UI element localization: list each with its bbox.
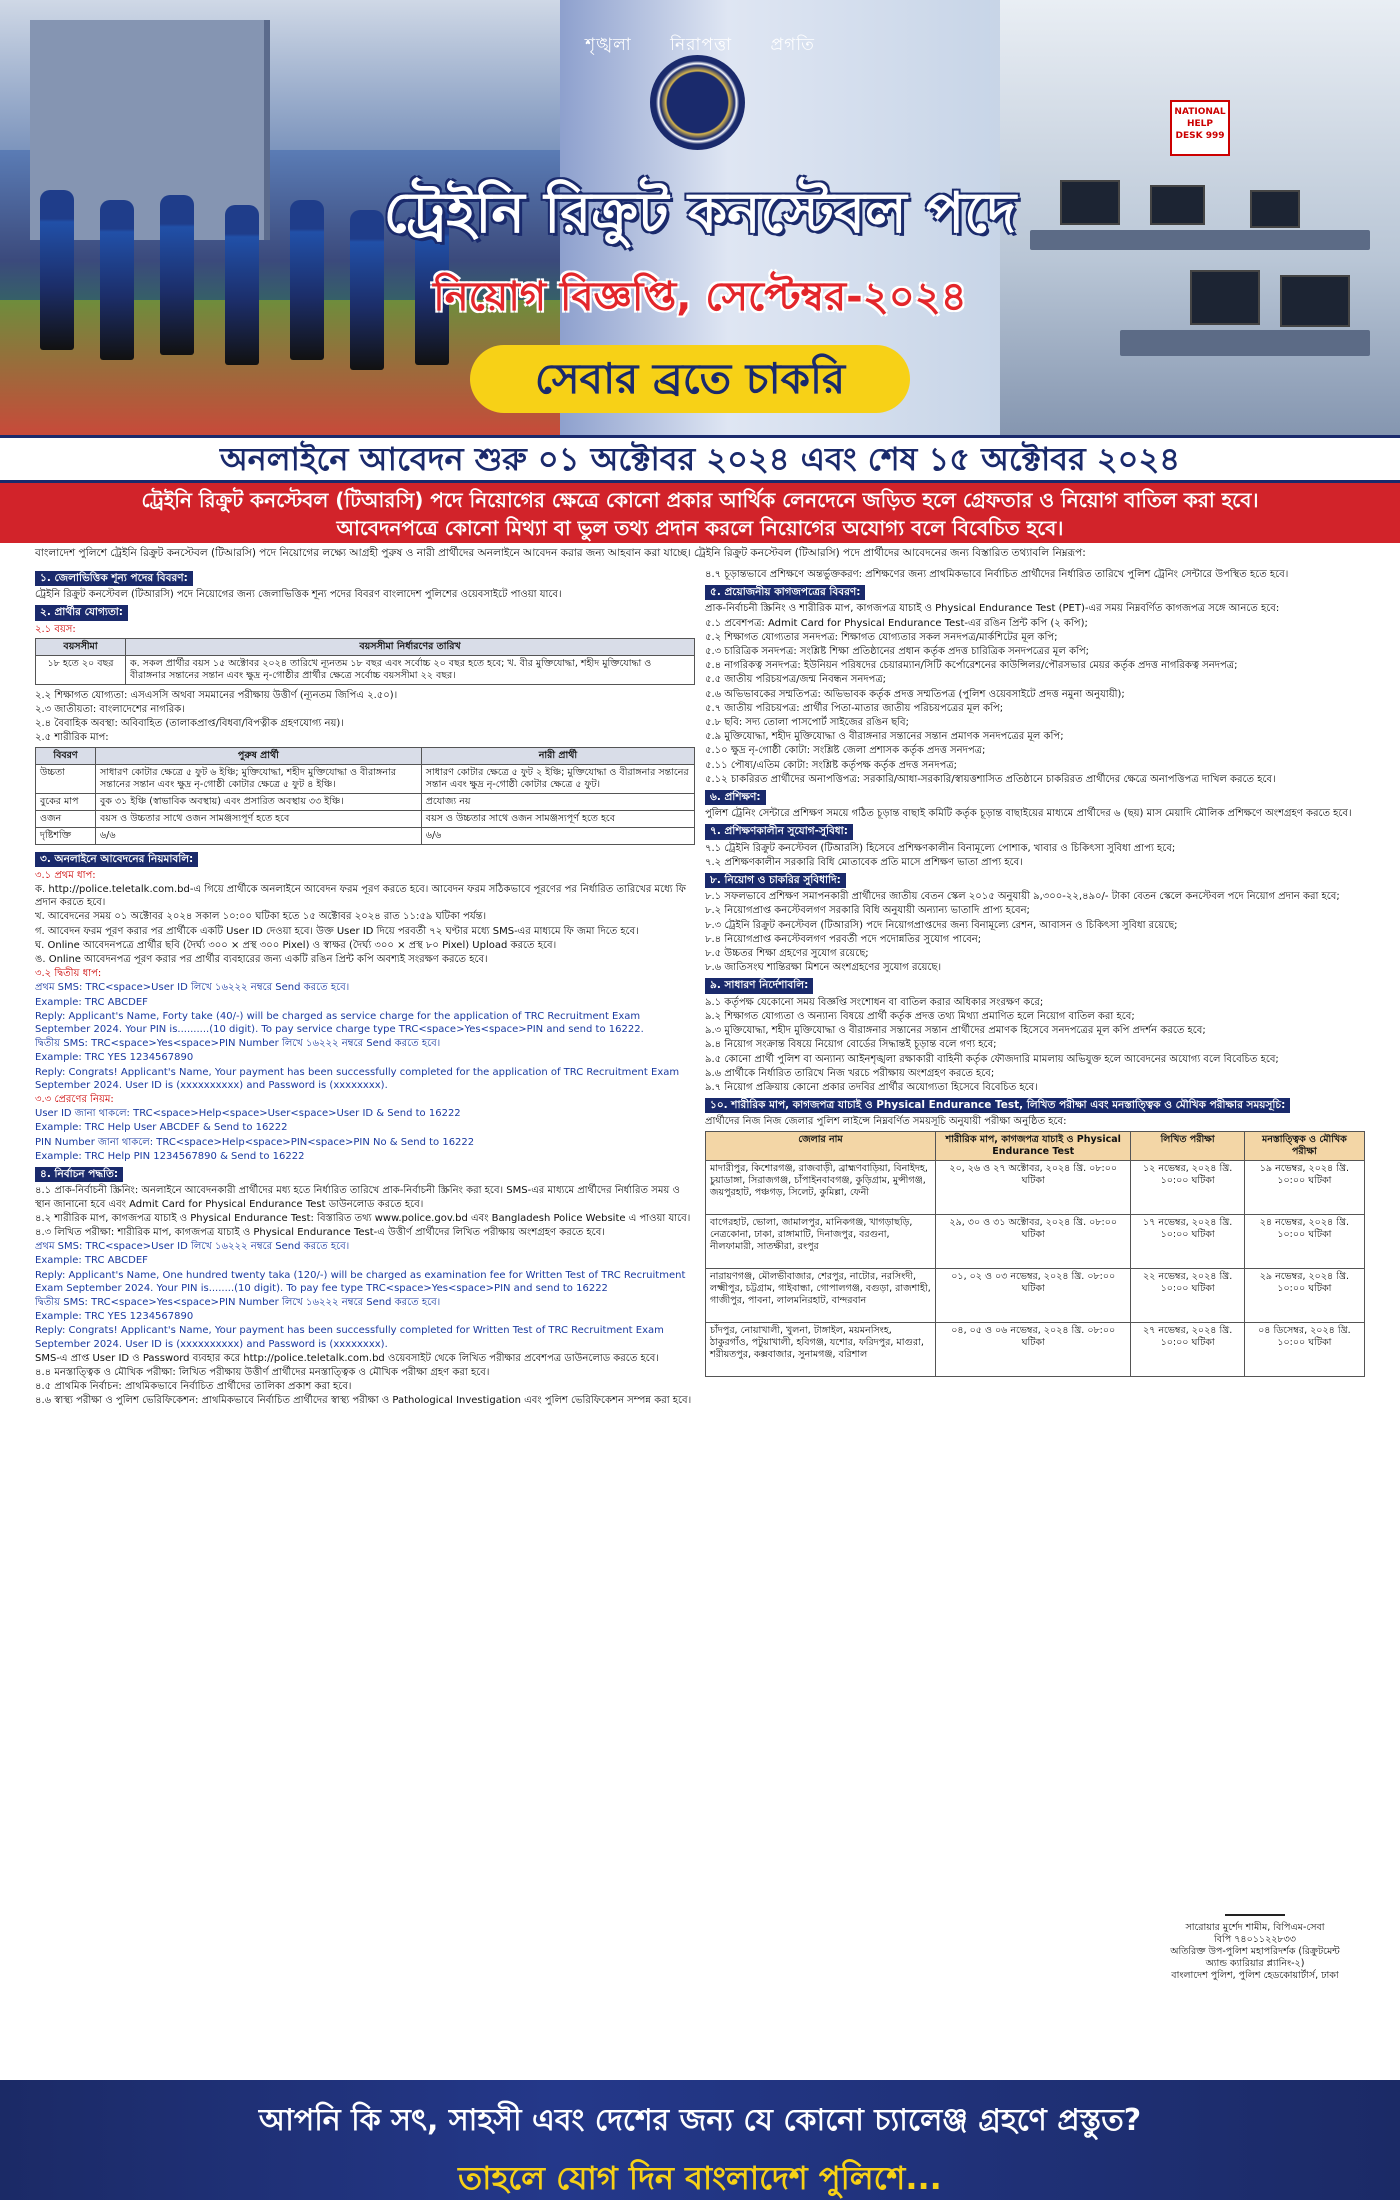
table-cell: দৃষ্টিশক্তি — [36, 827, 96, 844]
list-item: ৫.১০ ক্ষুদ্র নৃ-গোষ্ঠী কোটা: সংশ্লিষ্ট জেলা প্রশাসক কর্তৃক প্রদত্ত সনদপত্র; — [705, 745, 986, 757]
table-header: জেলার নাম — [706, 1131, 936, 1160]
list-item: User ID জানা থাকলে: TRC<space>Help<space>User<space>User ID & Send to 16222 — [35, 1108, 461, 1120]
table-cell: ক. সকল প্রার্থীর বয়স ১৫ অক্টোবর ২০২৪ তারিখে ন্যূনতম ১৮ বছর এবং সর্বোচ্চ ২০ বছর হতে হবে; খ. বীর মুক্তিযোদ্ধা, শহীদ মুক্তিযোদ্ধা ও বীরাঙ্গনার সন্তানের সন্তান এবং ক্ষুদ্র নৃ-গোষ্ঠীর প্রার্থীর ক্ষেত্রে সর্বোচ্চ বয়সসীমা ২২ বছর। — [126, 655, 695, 684]
list-item: Reply: Applicant's Name, Forty take (40/-) will be charged as service charge for the application of TRC Recruitment Exam September 2024. Your PIN is..........(10 digit). To pay service charge type TRC<space>Yes<space>PIN and send to 16222. — [35, 1010, 644, 1036]
table-cell: নারায়ণগঞ্জ, মৌলভীবাজার, শেরপুর, নাটোর, নরসিংদী, লক্ষ্মীপুর, চট্টগ্রাম, গাইবান্ধা, গোপালগঞ্জ, বগুড়া, রাজশাহী, গাজীপুর, পাবনা, লালমনিরহাট, বান্দরবান — [706, 1268, 936, 1322]
signature-icon — [1225, 1880, 1285, 1916]
footer-banner — [0, 2080, 1400, 2200]
signatory-name: সারোয়ার মুর্শেদ শামীম, বিপিএম-সেবা — [1185, 1922, 1325, 1933]
table-cell: মাদারীপুর, কিশোরগঞ্জ, রাজবাড়ী, ব্রাহ্মণবাড়িয়া, বিনাইদহ, চুয়াডাঙ্গা, সিরাজগঞ্জ, চাঁপাইনবাবগঞ্জ, কুড়িগ্রাম, মুন্সীগঞ্জ, জয়পুরহাট, পঞ্চগড়, সিলেট, কুমিল্লা, ফেনী — [706, 1160, 936, 1214]
list-item: PIN Number জানা থাকলে: TRC<space>Help<space>PIN<space>PIN No & Send to 16222 — [35, 1136, 475, 1148]
table-cell: বাগেরহাট, ভোলা, জামালপুর, মানিকগঞ্জ, খাগড়াছড়ি, নেত্রকোনা, ঢাকা, রাঙ্গামাটি, দিনাজপুর, বরগুনা, নীলফামারী, সাতক্ষীরা, রংপুর — [706, 1214, 936, 1268]
age-table — [35, 638, 695, 685]
table-cell: উচ্চতা — [36, 764, 96, 793]
left-column — [35, 568, 695, 2076]
table-row — [36, 827, 695, 844]
section-title: ২. প্রার্থীর যোগ্যতা: — [35, 605, 128, 620]
table-cell: ২৯, ৩০ ও ৩১ অক্টোবর, ২০২৪ খ্রি. ০৮:০০ ঘটিকা — [936, 1214, 1131, 1268]
list-item: ৫.৮ ছবি: সদ্য তোলা পাসপোর্ট সাইজের রঙিন ছবি; — [705, 717, 909, 729]
list-item: Example: TRC Help User ABCDEF & Send to 16222 — [35, 1122, 288, 1134]
list-item: Reply: Congrats! Applicant's Name, Your payment has been successfully completed for Written Test of TRC Recruitment Exam September 2024. User ID is (xxxxxxxxxx) and Password is (xxxxxxxx). — [35, 1325, 664, 1350]
list-item: ৯.৬ প্রার্থীকে নির্ধারিত তারিখে নিজ খরচে পরীক্ষায় অংশগ্রহণ করতে হবে; — [705, 1067, 995, 1079]
table-header: নারী প্রার্থী — [421, 747, 694, 764]
section-subtitle: ২.১ বয়স: — [35, 623, 76, 635]
list-item: ৮.২ নিয়োগপ্রাপ্ত কনস্টেবলগণ সরকারি বিধি অনুযায়ী অন্যান্য ভাতাদি প্রাপ্য হবেন; — [705, 905, 1030, 917]
table-row — [706, 1160, 1365, 1214]
table-cell: ওজন — [36, 810, 96, 827]
table-header: বয়সসীমা — [36, 638, 126, 655]
section-title: ৬. প্রশিক্ষণ: — [705, 790, 766, 805]
table-cell: ২৯ নভেম্বর, ২০২৪ খ্রি. ১০:০০ ঘটিকা — [1244, 1268, 1364, 1322]
table-header: পুরুষ প্রার্থী — [96, 747, 422, 764]
table-header: শারীরিক মাপ, কাগজপত্র যাচাই ও Physical Endurance Test — [936, 1131, 1131, 1160]
list-item: ৫.৪ নাগরিকত্ব সনদপত্র: ইউনিয়ন পরিষদের চেয়ারম্যান/সিটি কর্পোরেশনের কাউন্সিলর/পৌরসভার মেয়র কর্তৃক প্রদত্ত নাগরিকত্ব সনদপত্র; — [705, 660, 1238, 672]
list-item: গ. আবেদন ফরম পূরণ করার পর প্রার্থীকে একটি User ID দেওয়া হবে। উক্ত User ID দিয়ে পরবর্তী ৭২ ঘণ্টার মধ্যে SMS-এর মাধ্যমে ফি জমা দিতে হবে। — [35, 925, 639, 937]
tagline-security: নিরাপত্তা — [670, 35, 733, 55]
signature-block — [1160, 1880, 1350, 1982]
exam-schedule-table — [705, 1131, 1365, 1377]
list-item: প্রাক-নির্বাচনী স্ক্রিনিং ও শারীরিক মাপ, কাগজপত্র যাচাই ও Physical Endurance Test (PET)-এর সময় নিম্নবর্ণিত কাগজপত্র সঙ্গে আনতে হবে: — [705, 603, 1280, 615]
list-item: ৫.৭ জাতীয় পরিচয়পত্র: প্রার্থীর পিতা-মাতার জাতীয় পরিচয়পত্রের মূল কপি; — [705, 702, 1004, 714]
tagline-discipline: শৃঙ্খলা — [585, 35, 632, 55]
list-item: Example: TRC ABCDEF — [35, 1255, 148, 1267]
table-cell: ২০, ২৬ ও ২৭ অক্টোবর, ২০২৪ খ্রি. ০৮:০০ ঘটিকা — [936, 1160, 1131, 1214]
slogan-badge: সেবার ব্রতে চাকরি — [470, 345, 910, 413]
table-cell: ১৯ নভেম্বর, ২০২৪ খ্রি. ১০:০০ ঘটিকা — [1244, 1160, 1364, 1214]
list-item: ৮.৫ উচ্চতর শিক্ষা গ্রহণের সুযোগ রয়েছে; — [705, 948, 869, 960]
table-cell: বয়স ও উচ্চতার সাথে ওজন সামঞ্জস্যপূর্ণ হতে হবে — [421, 810, 694, 827]
list-item: ৫.৬ অভিভাবকের সম্মতিপত্র: অভিভাবক কর্তৃক প্রদত্ত সম্মতিপত্র (পুলিশ ওয়েবসাইটে প্রদত্ত নমুনা অনুযায়ী); — [705, 688, 1125, 700]
list-item: Example: TRC YES 1234567890 — [35, 1052, 194, 1064]
list-item: ৮.৬ জাতিসংঘ শান্তিরক্ষা মিশনে অংশগ্রহণের সুযোগ রয়েছে। — [705, 962, 942, 974]
list-item: ৮.১ সফলভাবে প্রশিক্ষণ সমাপনকারী প্রার্থীদের জাতীয় বেতন স্কেল ২০১৫ অনুযায়ী ৯,৩০০-২২,৪৯০/- টাকা বেতন স্কেলে কনস্টেবল পদে নিয়োগ প্রদান করা হবে; — [705, 891, 1340, 903]
list-item: প্রথম SMS: TRC<space>User ID লিখে ১৬২২২ নম্বরে Send করতে হবে। — [35, 1241, 350, 1253]
list-item: ঙ. Online আবেদনপত্র পূরণ করার পর প্রার্থীর ব্যবহারের জন্য একটি রঙিন প্রিন্ট কপি অবশ্যই সংরক্ষণ করতে হবে। — [35, 954, 488, 966]
section-title: ১০. শারীরিক মাপ, কাগজপত্র যাচাই ও Physical Endurance Test, লিখিত পরীক্ষা এবং মনস্তাত্ত্বিক ও মৌখিক পরীক্ষার সময়সূচি: — [705, 1098, 1290, 1113]
list-item: ৩.৩ প্রেরণের নিয়ম: — [35, 1094, 114, 1106]
list-item: ৪.৪ মনস্তাত্ত্বিক ও মৌখিক পরীক্ষা: লিখিত পরীক্ষায় উত্তীর্ণ প্রার্থীদের মনস্তাত্ত্বিক ও মৌখিক পরীক্ষা গ্রহণ করা হবে। — [35, 1366, 490, 1378]
list-item: ৪.৫ প্রাথমিক নির্বাচন: প্রাথমিকভাবে নির্বাচিত প্রার্থীদের তালিকা প্রকাশ করা হবে। — [35, 1381, 352, 1393]
list-item: ঘ. Online আবেদনপত্রে প্রার্থীর ছবি (দৈর্ঘ্য ৩০০ × প্রস্থ ৩০০ Pixel) ও স্বাক্ষর (দৈর্ঘ্য ৩০০ × প্রস্থ ৮০ Pixel) Upload করতে হবে। — [35, 939, 557, 951]
signatory-designation: অতিরিক্ত উপ-পুলিশ মহাপরিদর্শক (রিক্রুটমেন্ট অ্যান্ড ক্যারিয়ার প্ল্যানিং-২) — [1170, 1946, 1340, 1969]
page-title: ট্রেইনি রিক্রুট কনস্টেবল পদে — [383, 181, 1017, 246]
section-text: পুলিশ ট্রেনিং সেন্টারে প্রশিক্ষণ সময়ে গঠিত চূড়ান্ত বাছাই কমিটি কর্তৃক চূড়ান্ত বাছাইয়ের মাধ্যমে প্রার্থীদের ৬ (ছয়) মাস মেয়াদি মৌলিক প্রশিক্ষণে অংশগ্রহণ করতে হবে। — [705, 808, 1352, 820]
list-item: ৯.৪ নিয়োগ সংক্রান্ত বিষয়ে নিয়োগ বোর্ডের সিদ্ধান্তই চূড়ান্ত বলে গণ্য হবে; — [705, 1039, 997, 1051]
tagline-progress: প্রগতি — [770, 35, 815, 55]
list-item: Example: TRC Help PIN 1234567890 & Send to 16222 — [35, 1150, 305, 1162]
right-column — [705, 568, 1365, 2076]
table-cell: ০৪ ডিসেম্বর, ২০২৪ খ্রি. ১০:০০ ঘটিকা — [1244, 1322, 1364, 1376]
list-item: ৫.১১ পৌষ্য/এতিম কোটা: সংশ্লিষ্ট কর্তৃপক্ষ কর্তৃক প্রদত্ত সনদপত্র; — [705, 759, 957, 771]
list-item: ৪.৩ লিখিত পরীক্ষা: শারীরিক মাপ, কাগজপত্র যাচাই ও Physical Endurance Test-এ উত্তীর্ণ প্রার্থীদের লিখিত পরীক্ষায় অংশগ্রহণ করতে হবে। — [35, 1226, 605, 1238]
list-item: ৭.১ ট্রেইনি রিক্রুট কনস্টেবল (টিআরসি) হিসেবে প্রশিক্ষণকালীন বিনামূল্যে পোশাক, খাবার ও চিকিৎসা সুবিধা প্রাপ্য হবে; — [705, 842, 1176, 854]
table-cell: ২২ নভেম্বর, ২০২৪ খ্রি. ১০:০০ ঘটিকা — [1131, 1268, 1244, 1322]
section-title: ৭. প্রশিক্ষণকালীন সুযোগ-সুবিধা: — [705, 824, 853, 839]
footer-call-to-action: তাহলে যোগ দিন বাংলাদেশ পুলিশে... — [458, 2159, 942, 2197]
list-item: ৮.৩ ট্রেইনি রিক্রুট কনস্টেবল (টিআরসি) পদে নিয়োগপ্রাপ্তদের জন্য বিনামূল্যে রেশন, আবাসন ও চিকিৎসা সুবিধা রয়েছে; — [705, 919, 1178, 931]
table-header: লিখিত পরীক্ষা — [1131, 1131, 1244, 1160]
list-item: ৪.২ শারীরিক মাপ, কাগজপত্র যাচাই ও Physical Endurance Test: বিস্তারিত তথ্য www.police.gov.bd এবং Bangladesh Police Website এ পাওয়া যাবে। — [35, 1212, 691, 1224]
table-row — [706, 1322, 1365, 1376]
physical-measure-table — [35, 747, 695, 845]
hero-banner — [0, 0, 1400, 435]
table-cell: ০৪, ০৫ ও ০৬ নভেম্বর, ২০২৪ খ্রি. ০৮:০০ ঘটিকা — [936, 1322, 1131, 1376]
table-row — [706, 1268, 1365, 1322]
section-title: ৪. নির্বাচন পদ্ধতি: — [35, 1167, 123, 1182]
table-header: বিবরণ — [36, 747, 96, 764]
table-cell: ০১, ০২ ও ০৩ নভেম্বর, ২০২৪ খ্রি. ০৮:০০ ঘটিকা — [936, 1268, 1131, 1322]
list-item: SMS-এ প্রাপ্ত User ID ও Password ব্যবহার করে http://police.teletalk.com.bd ওয়েবসাইট থেকে লিখিত পরীক্ষার প্রবেশপত্র ডাউনলোড করতে হবে। — [35, 1352, 659, 1364]
signatory-office: বাংলাদেশ পুলিশ, পুলিশ হেডকোয়ার্টার্স, ঢাকা — [1171, 1970, 1339, 1981]
police-emblem-icon — [650, 55, 745, 150]
list-item: ৯.২ শিক্ষাগত যোগ্যতা ও অন্যান্য বিষয়ে প্রার্থী কর্তৃক প্রদত্ত তথ্য মিথ্যা প্রমাণিত হলে নিয়োগ বাতিল করা হবে; — [705, 1010, 1135, 1022]
list-item: খ. আবেদনের সময় ০১ অক্টোবর ২০২৪ সকাল ১০:০০ ঘটিকা হতে ১৫ অক্টোবর ২০২৪ রাত ১১:৫৯ ঘটিকা পর্যন্ত। — [35, 911, 487, 923]
table-cell: বুকের মাপ — [36, 793, 96, 810]
list-item: ক. http://police.teletalk.com.bd-এ গিয়ে প্রার্থীকে অনলাইনে আবেদন ফরম পূরণ করতে হবে। আবেদন ফরম সঠিকভাবে পূরণের পর নির্ধারিত তারিখের মধ্যে ফি প্রদান করতে হবে। — [35, 884, 686, 909]
section-text: ট্রেইনি রিক্রুট কনস্টেবল (টিআরসি) পদে নিয়োগের জন্য জেলাভিত্তিক শূন্য পদের বিবরণ বাংলাদেশ পুলিশের ওয়েবসাইটে পাওয়া যাবে। — [35, 589, 562, 601]
signatory-id: বিপি ৭৪০১১২২৮৩৩ — [1214, 1934, 1296, 1945]
page-subtitle: নিয়োগ বিজ্ঞপ্তি, সেপ্টেম্বর-২০২৪ — [433, 274, 967, 320]
table-cell: ১৮ হতে ২০ বছর — [36, 655, 126, 684]
table-cell: বয়স ও উচ্চতার সাথে ওজন সামঞ্জস্যপূর্ণ হতে হবে — [96, 810, 422, 827]
list-item: ২.২ শিক্ষাগত যোগ্যতা: এসএসসি অথবা সমমানের পরীক্ষায় উত্তীর্ণ (ন্যূনতম জিপিএ ২.৫০)। — [35, 689, 398, 701]
list-item: ৯.১ কর্তৃপক্ষ যেকোনো সময় বিজ্ঞপ্তি সংশোধন বা বাতিল করার অধিকার সংরক্ষণ করে; — [705, 996, 1044, 1008]
list-item: ৫.২ শিক্ষাগত যোগ্যতার সনদপত্র: শিক্ষাগত যোগ্যতার সকল সনদপত্র/মার্কশিটের মূল কপি; — [705, 631, 1058, 643]
list-item: ৫.৫ জাতীয় পরিচয়পত্র/জন্ম নিবন্ধন সনদপত্র; — [705, 674, 887, 686]
list-item: ৩.১ প্রথম ধাপ: — [35, 869, 96, 881]
list-item: ৯.৩ মুক্তিযোদ্ধা, শহীদ মুক্তিযোদ্ধা ও বীরাঙ্গনার সন্তানের সন্তান প্রার্থীদের প্রমাণক হিসেবে সনদপত্রের মূল কপি প্রদর্শন করতে হবে; — [705, 1025, 1206, 1037]
list-item: Reply: Applicant's Name, One hundred twenty taka (120/-) will be charged as examination fee for Written Test of TRC Recruitment Exam September 2024. Your PIN is........(10 digit). To pay fee type TRC<space>Yes<space>PIN and send to 16222 — [35, 1269, 686, 1294]
list-item: ৩.২ দ্বিতীয় ধাপ: — [35, 968, 102, 980]
table-cell: সাধারণ কোটার ক্ষেত্রে ৫ ফুট ৬ ইঞ্চি; মুক্তিযোদ্ধা, শহীদ মুক্তিযোদ্ধা ও বীরাঙ্গনার সন্তানের সন্তান এবং ক্ষুদ্র নৃ-গোষ্ঠী কোটার ক্ষেত্রে ৫ ফুট ৪ ইঞ্চি। — [96, 764, 422, 793]
list-item: ২.৫ শারীরিক মাপ: — [35, 732, 109, 744]
list-item: ২.৪ বৈবাহিক অবস্থা: অবিবাহিত (তালাকপ্রাপ্ত/বিধবা/বিপত্নীক গ্রহণযোগ্য নয়)। — [35, 718, 344, 730]
list-item: ৪.৭ চূড়ান্তভাবে প্রশিক্ষণে অন্তর্ভুক্তকরণ: প্রশিক্ষণের জন্য প্রাথমিকভাবে নির্বাচিত প্রার্থীদের নির্ধারিত তারিখে পুলিশ ট্রেনিং সেন্টারে উপস্থিত হতে হবে। — [705, 569, 1289, 580]
intro-text: বাংলাদেশ পুলিশে ট্রেইনি রিক্রুট কনস্টেবল (টিআরসি) পদে নিয়োগের লক্ষ্যে আগ্রহী পুরুষ ও নারী প্রার্থীদের অনলাইনে আবেদন করার জন্য আহবান করা যাচ্ছে। ট্রেইনি রিক্রুট কনস্টেবল (টিআরসি) পদে প্রার্থীদের আবেদনের জন্য বিস্তারিত তথ্যাবলি নিম্নরূপ: — [35, 547, 1086, 559]
list-item: ৪.৬ স্বাস্থ্য পরীক্ষা ও পুলিশ ভেরিফিকেশন: প্রাথমিকভাবে নির্বাচিত প্রার্থীদের স্বাস্থ্য পরীক্ষা ও Pathological Investigation এবং পুলিশ ভেরিফিকেশন সম্পন্ন করা হবে। — [35, 1395, 692, 1407]
list-item: ৫.৯ মুক্তিযোদ্ধা, শহীদ মুক্তিযোদ্ধা ও বীরাঙ্গনার সন্তানের সন্তান প্রমাণক সনদপত্রের মূল কপি; — [705, 731, 1064, 743]
table-header: বয়সসীমা নির্ধারণের তারিখ — [126, 638, 695, 655]
table-row — [36, 793, 695, 810]
table-cell: ৬/৬ — [96, 827, 422, 844]
section-title: ৮. নিয়োগ ও চাকরির সুবিধাদি: — [705, 873, 846, 888]
table-cell: ২৭ নভেম্বর, ২০২৪ খ্রি. ১০:০০ ঘটিকা — [1131, 1322, 1244, 1376]
list-item: Example: TRC YES 1234567890 — [35, 1311, 194, 1323]
warning-line-2: আবেদনপত্রে কোনো মিথ্যা বা ভুল তথ্য প্রদান করলে নিয়োগের অযোগ্য বলে বিবেচিত হবে। — [336, 516, 1064, 540]
list-item: ৮.৪ নিয়োগপ্রাপ্ত কনস্টেবলগণ পরবর্তী পদে পদোন্নতির সুযোগ পাবেন; — [705, 933, 982, 945]
list-item: ২.৩ জাতীয়তা: বাংলাদেশের নাগরিক। — [35, 704, 185, 716]
section-title: ৩. অনলাইনে আবেদনের নিয়মাবলি: — [35, 852, 198, 867]
section-title: ৯. সাধারণ নির্দেশাবলি: — [705, 978, 813, 993]
table-cell: বুক ৩১ ইঞ্চি (স্বাভাবিক অবস্থায়) এবং প্রসারিত অবস্থায় ৩৩ ইঞ্চি। — [96, 793, 422, 810]
list-item: দ্বিতীয় SMS: TRC<space>Yes<space>PIN Number লিখে ১৬২২২ নম্বরে Send করতে হবে। — [35, 1296, 441, 1308]
list-item: Reply: Congrats! Applicant's Name, Your payment has been successfully completed for the application of TRC Recruitment Exam September 2024. User ID is (xxxxxxxxxx) and Password is (xxxxxxxx). — [35, 1066, 680, 1091]
warning-line-1: ট্রেইনি রিক্রুট কনস্টেবল (টিআরসি) পদে নিয়োগের ক্ষেত্রে কোনো প্রকার আর্থিক লেনদেনে জড়িত হলে গ্রেফতার ও নিয়োগ বাতিল করা হবে। — [141, 488, 1259, 512]
warning-banner — [0, 483, 1400, 543]
list-item: দ্বিতীয় SMS: TRC<space>Yes<space>PIN Number লিখে ১৬২২২ নম্বরে Send করতে হবে। — [35, 1038, 441, 1050]
application-dates: অনলাইনে আবেদন শুরু ০১ অক্টোবর ২০২৪ এবং শেষ ১৫ অক্টোবর ২০২৪ — [0, 435, 1400, 483]
list-item: ৭.২ প্রশিক্ষণকালীন সরকারি বিধি মোতাবেক প্রতি মাসে প্রশিক্ষণ ভাতা প্রাপ্য হবে। — [705, 856, 1023, 868]
section-title: ৫. প্রয়োজনীয় কাগজপত্রের বিবরণ: — [705, 585, 865, 600]
table-row — [36, 764, 695, 793]
list-item: Example: TRC ABCDEF — [35, 996, 148, 1008]
list-item: ৫.৩ চারিত্রিক সনদপত্র: সংশ্লিষ্ট শিক্ষা প্রতিষ্ঠানের প্রধান কর্তৃক প্রদত্ত চারিত্রিক সনদপত্রের মূল কপি; — [705, 646, 1089, 658]
table-cell: ১৭ নভেম্বর, ২০২৪ খ্রি. ১০:০০ ঘটিকা — [1131, 1214, 1244, 1268]
list-item: ৫.১ প্রবেশপত্র: Admit Card for Physical Endurance Test-এর রঙিন প্রিন্ট কপি (২ কপি); — [705, 617, 1088, 629]
table-cell: ২৪ নভেম্বর, ২০২৪ খ্রি. ১০:০০ ঘটিকা — [1244, 1214, 1364, 1268]
list-item: ৯.৫ কোনো প্রার্থী পুলিশ বা অন্যান্য আইনশৃঙ্খলা রক্ষাকারী বাহিনী কর্তৃক ফৌজদারি মামলায় অভিযুক্ত হলে আবেদনের অযোগ্য বলে বিবেচিত হবে; — [705, 1053, 1279, 1065]
table-cell: সাধারণ কোটার ক্ষেত্রে ৫ ফুট ২ ইঞ্চি; মুক্তিযোদ্ধা ও বীরাঙ্গনার সন্তানের সন্তান এবং ক্ষুদ্র নৃ-গোষ্ঠী কোটার ক্ষেত্রে ৫ ফুট। — [421, 764, 694, 793]
helpdesk-999-sign: NATIONAL HELP DESK 999 — [1170, 100, 1230, 156]
section-title: ১. জেলাভিত্তিক শূন্য পদের বিবরণ: — [35, 571, 193, 586]
list-item: ৪.১ প্রাক-নির্বাচনী স্ক্রিনিং: অনলাইনে আবেদনকারী প্রার্থীদের মধ্য হতে নির্ধারিত তারিখে প্রাক-নির্বাচনী স্ক্রিনিং করা হবে। SMS-এর মাধ্যমে প্রার্থীদের নির্ধারিত সময় ও স্থান জানানো হবে এবং Admit Card for Physical Endurance Test ডাউনলোড করতে হবে। — [35, 1185, 680, 1210]
section-text: প্রার্থীদের নিজ নিজ জেলার পুলিশ লাইন্সে নিম্নবর্ণিত সময়সূচি অনুযায়ী পরীক্ষা অনুষ্ঠিত হবে: — [705, 1116, 1067, 1128]
list-item: ৯.৭ নিয়োগ প্রক্রিয়ায় কোনো প্রকার তদবির প্রার্থীর অযোগ্যতা হিসেবে বিবেচিত হবে। — [705, 1081, 1038, 1093]
list-item: প্রথম SMS: TRC<space>User ID লিখে ১৬২২২ নম্বরে Send করতে হবে। — [35, 982, 350, 994]
table-cell: ১২ নভেম্বর, ২০২৪ খ্রি. ১০:০০ ঘটিকা — [1131, 1160, 1244, 1214]
table-row — [36, 810, 695, 827]
list-item: ৫.১২ চাকরিরত প্রার্থীদের অনাপত্তিপত্র: সরকারি/আধা-সরকারি/স্বায়ত্তশাসিত প্রতিষ্ঠানে চাকরিরত প্রার্থীদের ক্ষেত্রে অনাপত্তিপত্র দাখিল করতে হবে। — [705, 773, 1276, 785]
table-header: মনস্তাত্ত্বিক ও মৌখিক পরীক্ষা — [1244, 1131, 1364, 1160]
table-cell: চাঁদপুর, নোয়াখালী, খুলনা, টাঙ্গাইল, ময়মনসিংহ, ঠাকুরগাঁও, পটুয়াখালী, হবিগঞ্জ, যশোর, ফরিদপুর, মাগুরা, শরীয়তপুর, কক্সবাজার, সুনামগঞ্জ, বরিশাল — [706, 1322, 936, 1376]
table-cell: প্রযোজ্য নয় — [421, 793, 694, 810]
table-cell: ৬/৬ — [421, 827, 694, 844]
footer-question: আপনি কি সৎ, সাহসী এবং দেশের জন্য যে কোনো চ্যালেঞ্জ গ্রহণে প্রস্তুত? — [258, 2103, 1142, 2138]
table-row — [706, 1214, 1365, 1268]
